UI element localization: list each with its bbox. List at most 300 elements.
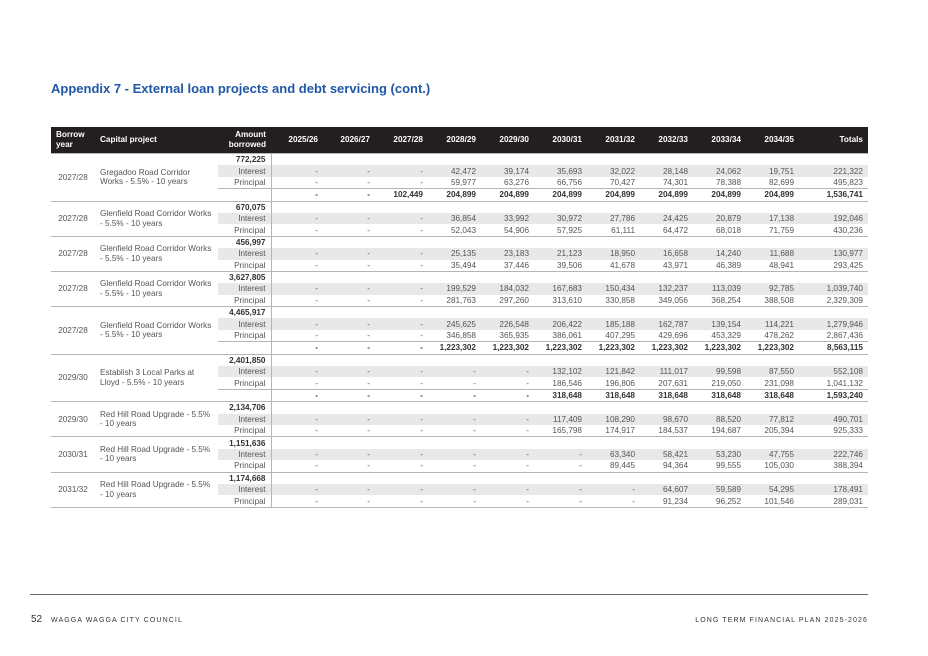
table-cell bbox=[587, 354, 640, 366]
row-type: Interest bbox=[218, 318, 271, 329]
amount-borrowed: 456,997 bbox=[218, 236, 271, 248]
table-cell bbox=[640, 402, 693, 414]
table-cell: 64,472 bbox=[640, 224, 693, 236]
table-cell bbox=[799, 271, 868, 283]
table-body bbox=[51, 154, 868, 508]
table-cell: - bbox=[271, 449, 323, 460]
table-cell: 57,925 bbox=[534, 224, 587, 236]
borrow-year: 2027/28 bbox=[51, 307, 95, 355]
row-type: Principal bbox=[218, 377, 271, 389]
table-cell: - bbox=[323, 460, 375, 472]
column-header: 2027/28 bbox=[375, 127, 428, 154]
table-cell: 368,254 bbox=[693, 295, 746, 307]
table-cell: 1,536,741 bbox=[799, 189, 868, 201]
amount-borrowed: 2,134,706 bbox=[218, 402, 271, 414]
table-cell: - bbox=[428, 425, 481, 437]
table-cell: - bbox=[420, 331, 423, 341]
table-cell bbox=[640, 472, 693, 484]
amount-borrowed: 3,627,805 bbox=[218, 271, 271, 283]
table-cell bbox=[534, 201, 587, 213]
row-type: Interest bbox=[218, 283, 271, 294]
table-cell: 313,610 bbox=[534, 295, 587, 307]
page-number: 52 bbox=[31, 614, 43, 625]
borrow-year: 2027/28 bbox=[51, 154, 95, 202]
table-cell: 204,899 bbox=[587, 189, 640, 201]
table-cell: 130,977 bbox=[799, 248, 868, 259]
table-cell: - bbox=[323, 318, 375, 329]
table-cell: 96,252 bbox=[693, 495, 746, 507]
table-cell: 1,279,946 bbox=[799, 318, 868, 329]
row-type: Interest bbox=[218, 484, 271, 495]
table-cell: 297,260 bbox=[481, 295, 534, 307]
table-cell bbox=[428, 354, 481, 366]
table-cell: 204,899 bbox=[481, 189, 534, 201]
table-cell: 23,183 bbox=[481, 248, 534, 259]
table-cell: 98,670 bbox=[640, 414, 693, 425]
table-cell: 37,446 bbox=[481, 260, 534, 272]
table-row bbox=[51, 354, 868, 366]
table-cell: 388,508 bbox=[746, 295, 799, 307]
table-cell: - bbox=[323, 224, 375, 236]
table-cell bbox=[693, 236, 746, 248]
table-cell: - bbox=[323, 342, 375, 354]
row-type: Interest bbox=[218, 165, 271, 176]
column-header: 2028/29 bbox=[428, 127, 481, 154]
table-cell: 365,935 bbox=[499, 331, 529, 341]
row-type: Principal bbox=[218, 224, 271, 236]
table-cell: 61,111 bbox=[587, 224, 640, 236]
table-cell bbox=[481, 307, 534, 319]
table-cell bbox=[428, 271, 481, 283]
table-cell: 1,223,302 bbox=[640, 342, 693, 354]
table-cell: - bbox=[481, 460, 534, 472]
table-cell: 346,858 bbox=[446, 331, 476, 341]
table-cell: 407,295 bbox=[605, 331, 635, 341]
table-cell: 27,786 bbox=[587, 213, 640, 224]
table-cell: - bbox=[428, 484, 481, 495]
table-cell: - bbox=[323, 283, 375, 294]
table-cell: 162,787 bbox=[640, 318, 693, 329]
table-cell bbox=[640, 437, 693, 449]
table-cell bbox=[481, 154, 534, 166]
table-cell: - bbox=[271, 283, 323, 294]
table-cell: - bbox=[271, 414, 323, 425]
table-cell: 74,301 bbox=[662, 177, 688, 187]
table-cell: - bbox=[323, 484, 375, 495]
table-cell bbox=[746, 271, 799, 283]
table-cell bbox=[693, 201, 746, 213]
table-cell: 139,154 bbox=[693, 318, 746, 329]
row-type: Principal bbox=[218, 330, 271, 342]
table-cell bbox=[271, 307, 323, 319]
table-cell: - bbox=[323, 213, 375, 224]
table-cell: 206,422 bbox=[534, 318, 587, 329]
table-cell: 478,262 bbox=[764, 331, 794, 341]
table-cell: 1,223,302 bbox=[587, 342, 640, 354]
borrow-year: 2027/28 bbox=[51, 201, 95, 236]
table-cell bbox=[375, 472, 428, 484]
row-type: Principal bbox=[218, 460, 271, 472]
table-cell: - bbox=[534, 484, 587, 495]
table-cell: 178,491 bbox=[799, 484, 868, 495]
amount-borrowed: 2,401,850 bbox=[218, 354, 271, 366]
row-type: Interest bbox=[218, 414, 271, 425]
table-cell: - bbox=[323, 366, 375, 377]
amount-borrowed: 1,174,668 bbox=[218, 472, 271, 484]
table-cell: 19,751 bbox=[746, 165, 799, 176]
table-cell bbox=[799, 307, 868, 319]
loan-table-container bbox=[51, 127, 868, 508]
table-cell bbox=[587, 271, 640, 283]
table-cell bbox=[323, 472, 375, 484]
table-cell bbox=[323, 354, 375, 366]
capital-project: Establish 3 Local Parks at Lloyd - 5.5% - 10 years bbox=[95, 354, 218, 402]
table-cell: 11,688 bbox=[746, 248, 799, 259]
capital-project: Glenfield Road Corridor Works - 5.5% - 10 years bbox=[95, 201, 218, 236]
table-cell: - bbox=[271, 425, 323, 437]
table-cell bbox=[799, 236, 868, 248]
table-cell: 293,425 bbox=[799, 260, 868, 272]
table-cell: 35,494 bbox=[428, 260, 481, 272]
table-cell: 245,625 bbox=[428, 318, 481, 329]
row-type: Principal bbox=[218, 495, 271, 507]
capital-project: Red Hill Road Upgrade - 5.5% - 10 years bbox=[95, 472, 218, 507]
row-type bbox=[218, 189, 271, 201]
table-cell: - bbox=[323, 389, 375, 401]
table-row bbox=[51, 402, 868, 414]
table-cell bbox=[323, 437, 375, 449]
table-cell: 8,563,115 bbox=[799, 342, 868, 354]
table-cell: 18,950 bbox=[587, 248, 640, 259]
table-cell: 54,295 bbox=[746, 484, 799, 495]
page-title: Appendix 7 - External loan projects and debt servicing (cont.) bbox=[51, 81, 431, 96]
table-cell bbox=[640, 271, 693, 283]
row-type: Principal bbox=[218, 260, 271, 272]
borrow-year: 2029/30 bbox=[51, 354, 95, 402]
table-cell: 185,188 bbox=[587, 318, 640, 329]
table-cell bbox=[428, 154, 481, 166]
table-cell: - bbox=[526, 378, 529, 388]
table-cell bbox=[375, 307, 428, 319]
table-cell: 87,550 bbox=[746, 366, 799, 377]
table-cell: - bbox=[428, 495, 481, 507]
table-cell: 82,699 bbox=[768, 177, 794, 187]
loan-table bbox=[51, 127, 868, 508]
table-cell: 318,648 bbox=[640, 389, 693, 401]
table-cell bbox=[746, 402, 799, 414]
table-cell bbox=[693, 437, 746, 449]
column-header: Amount borrowed bbox=[218, 127, 271, 154]
table-cell: 113,039 bbox=[693, 283, 746, 294]
table-cell: 2,329,309 bbox=[799, 295, 868, 307]
table-cell: 111,017 bbox=[640, 366, 693, 377]
table-cell: 219,050 bbox=[711, 378, 741, 388]
table-cell: 99,598 bbox=[693, 366, 746, 377]
table-cell: 46,389 bbox=[693, 260, 746, 272]
table-cell: 39,506 bbox=[534, 260, 587, 272]
table-cell bbox=[640, 354, 693, 366]
table-cell: 108,290 bbox=[587, 414, 640, 425]
table-cell bbox=[746, 472, 799, 484]
table-cell bbox=[640, 154, 693, 166]
table-cell: 54,906 bbox=[481, 224, 534, 236]
table-cell bbox=[428, 402, 481, 414]
table-row bbox=[51, 201, 868, 213]
row-type bbox=[218, 342, 271, 354]
table-cell: - bbox=[271, 342, 323, 354]
table-cell: 453,329 bbox=[711, 331, 741, 341]
table-cell bbox=[799, 402, 868, 414]
table-row bbox=[51, 472, 868, 484]
capital-project: Glenfield Road Corridor Works - 5.5% - 10 years bbox=[95, 236, 218, 271]
table-cell: 552,108 bbox=[799, 366, 868, 377]
table-cell: - bbox=[375, 425, 428, 437]
table-cell bbox=[271, 236, 323, 248]
table-cell: 495,823 bbox=[833, 177, 863, 187]
table-cell: 490,701 bbox=[799, 414, 868, 425]
table-cell: 36,854 bbox=[428, 213, 481, 224]
row-type: Principal bbox=[218, 295, 271, 307]
table-cell bbox=[481, 236, 534, 248]
table-cell: - bbox=[534, 495, 587, 507]
table-cell: - bbox=[473, 378, 476, 388]
table-cell: - bbox=[315, 378, 318, 388]
table-cell bbox=[481, 271, 534, 283]
table-cell bbox=[271, 154, 323, 166]
table-cell: 91,234 bbox=[640, 495, 693, 507]
table-cell: 66,756 bbox=[556, 177, 582, 187]
table-cell: - bbox=[375, 414, 428, 425]
table-cell bbox=[271, 201, 323, 213]
table-cell: - bbox=[323, 165, 375, 176]
amount-borrowed: 772,225 bbox=[218, 154, 271, 166]
table-cell: - bbox=[481, 484, 534, 495]
table-cell: 70,427 bbox=[609, 177, 635, 187]
table-cell: 39,174 bbox=[481, 165, 534, 176]
table-cell: 205,394 bbox=[746, 425, 799, 437]
table-cell bbox=[640, 236, 693, 248]
table-cell bbox=[640, 307, 693, 319]
table-cell: - bbox=[481, 495, 534, 507]
table-cell: 114,221 bbox=[746, 318, 799, 329]
table-cell: 63,340 bbox=[587, 449, 640, 460]
table-cell: 204,899 bbox=[693, 189, 746, 201]
table-cell: 30,972 bbox=[534, 213, 587, 224]
table-cell: 1,223,302 bbox=[428, 342, 481, 354]
table-cell: - bbox=[375, 295, 428, 307]
table-cell: - bbox=[315, 177, 318, 187]
borrow-year: 2027/28 bbox=[51, 271, 95, 306]
column-header: 2033/34 bbox=[693, 127, 746, 154]
table-cell: - bbox=[271, 260, 323, 272]
table-cell: - bbox=[375, 260, 428, 272]
table-cell: - bbox=[428, 449, 481, 460]
table-cell: - bbox=[375, 283, 428, 294]
table-cell: 33,992 bbox=[481, 213, 534, 224]
table-cell: 21,123 bbox=[534, 248, 587, 259]
table-cell bbox=[428, 201, 481, 213]
table-cell: - bbox=[587, 484, 640, 495]
column-header: 2030/31 bbox=[534, 127, 587, 154]
table-cell: 52,043 bbox=[428, 224, 481, 236]
amount-borrowed: 4,465,917 bbox=[218, 307, 271, 319]
table-cell: 117,409 bbox=[534, 414, 587, 425]
table-cell: - bbox=[375, 318, 428, 329]
table-cell: 71,759 bbox=[746, 224, 799, 236]
column-header: 2026/27 bbox=[323, 127, 375, 154]
table-cell: - bbox=[315, 331, 318, 341]
table-cell bbox=[481, 354, 534, 366]
table-cell bbox=[799, 154, 868, 166]
table-cell bbox=[323, 236, 375, 248]
table-cell: - bbox=[323, 189, 375, 201]
table-cell bbox=[587, 472, 640, 484]
table-cell bbox=[323, 402, 375, 414]
table-cell: 94,364 bbox=[640, 460, 693, 472]
table-row bbox=[51, 154, 868, 166]
table-cell: - bbox=[323, 248, 375, 259]
amount-borrowed: 670,075 bbox=[218, 201, 271, 213]
table-cell bbox=[534, 354, 587, 366]
table-cell bbox=[799, 201, 868, 213]
table-cell: 121,842 bbox=[587, 366, 640, 377]
table-cell bbox=[534, 154, 587, 166]
table-cell: - bbox=[375, 449, 428, 460]
table-cell: 43,971 bbox=[640, 260, 693, 272]
table-cell: 289,031 bbox=[799, 495, 868, 507]
table-cell bbox=[587, 201, 640, 213]
table-cell: - bbox=[375, 224, 428, 236]
plan-name: LONG TERM FINANCIAL PLAN 2025-2026 bbox=[695, 617, 868, 624]
table-cell: 1,039,740 bbox=[799, 283, 868, 294]
row-type: Principal bbox=[218, 425, 271, 437]
table-cell bbox=[534, 271, 587, 283]
table-cell bbox=[746, 437, 799, 449]
table-cell: - bbox=[587, 495, 640, 507]
table-cell: - bbox=[375, 165, 428, 176]
table-cell: 14,240 bbox=[693, 248, 746, 259]
table-cell bbox=[799, 437, 868, 449]
table-cell: 20,879 bbox=[693, 213, 746, 224]
table-cell: - bbox=[420, 378, 423, 388]
table-cell bbox=[271, 354, 323, 366]
table-cell: 1,223,302 bbox=[693, 342, 746, 354]
table-cell: 17,138 bbox=[746, 213, 799, 224]
table-cell: 194,687 bbox=[693, 425, 746, 437]
table-cell: - bbox=[323, 414, 375, 425]
table-cell bbox=[271, 402, 323, 414]
table-cell: 58,421 bbox=[640, 449, 693, 460]
table-cell: 89,445 bbox=[587, 460, 640, 472]
table-cell: 24,425 bbox=[640, 213, 693, 224]
table-cell bbox=[746, 307, 799, 319]
table-cell: - bbox=[271, 484, 323, 495]
table-cell: 32,022 bbox=[587, 165, 640, 176]
table-cell: 222,746 bbox=[799, 449, 868, 460]
table-cell: - bbox=[271, 318, 323, 329]
column-header: 2032/33 bbox=[640, 127, 693, 154]
row-type bbox=[218, 389, 271, 401]
table-cell bbox=[271, 437, 323, 449]
column-header: Borrow year bbox=[51, 127, 95, 154]
table-cell: - bbox=[428, 366, 481, 377]
table-cell: 204,899 bbox=[534, 189, 587, 201]
table-cell bbox=[271, 271, 323, 283]
table-cell: - bbox=[271, 213, 323, 224]
table-cell: 47,755 bbox=[746, 449, 799, 460]
table-cell: 1,223,302 bbox=[481, 342, 534, 354]
table-cell: 196,806 bbox=[605, 378, 635, 388]
table-row bbox=[51, 271, 868, 283]
table-cell: 167,683 bbox=[534, 283, 587, 294]
table-cell: - bbox=[428, 414, 481, 425]
table-cell: - bbox=[375, 248, 428, 259]
table-cell: - bbox=[367, 378, 370, 388]
table-cell: 2,867,436 bbox=[826, 331, 863, 341]
capital-project: Glenfield Road Corridor Works - 5.5% - 10 years bbox=[95, 307, 218, 355]
table-row bbox=[51, 307, 868, 319]
table-cell bbox=[534, 236, 587, 248]
column-header: 2029/30 bbox=[481, 127, 534, 154]
table-cell bbox=[587, 437, 640, 449]
table-cell bbox=[481, 402, 534, 414]
row-type: Interest bbox=[218, 366, 271, 377]
table-cell: 105,030 bbox=[746, 460, 799, 472]
table-cell: - bbox=[323, 449, 375, 460]
table-row bbox=[51, 437, 868, 449]
table-cell: 318,648 bbox=[693, 389, 746, 401]
table-cell bbox=[534, 437, 587, 449]
table-cell: 1,223,302 bbox=[746, 342, 799, 354]
table-cell: 925,333 bbox=[799, 425, 868, 437]
table-cell: 102,449 bbox=[375, 189, 428, 201]
table-cell: - bbox=[375, 389, 428, 401]
table-cell: 174,917 bbox=[587, 425, 640, 437]
table-cell bbox=[640, 201, 693, 213]
table-cell: - bbox=[271, 248, 323, 259]
table-cell bbox=[693, 402, 746, 414]
borrow-year: 2027/28 bbox=[51, 236, 95, 271]
table-cell: - bbox=[420, 177, 423, 187]
table-cell: 231,098 bbox=[764, 378, 794, 388]
table-cell: 41,678 bbox=[587, 260, 640, 272]
borrow-year: 2029/30 bbox=[51, 402, 95, 437]
table-cell: 184,032 bbox=[481, 283, 534, 294]
table-cell bbox=[375, 236, 428, 248]
table-cell bbox=[375, 201, 428, 213]
table-cell bbox=[375, 437, 428, 449]
column-header: 2031/32 bbox=[587, 127, 640, 154]
table-cell bbox=[375, 402, 428, 414]
table-cell: - bbox=[375, 366, 428, 377]
table-cell: 1,223,302 bbox=[534, 342, 587, 354]
table-cell: 430,236 bbox=[799, 224, 868, 236]
table-cell: - bbox=[481, 449, 534, 460]
table-cell bbox=[323, 154, 375, 166]
table-cell: 132,237 bbox=[640, 283, 693, 294]
table-cell: 150,434 bbox=[587, 283, 640, 294]
table-cell: 1,593,240 bbox=[799, 389, 868, 401]
table-cell: 1,041,132 bbox=[826, 378, 863, 388]
table-cell: - bbox=[271, 460, 323, 472]
amount-borrowed: 1,151,636 bbox=[218, 437, 271, 449]
table-cell bbox=[587, 402, 640, 414]
table-cell: 132,102 bbox=[534, 366, 587, 377]
table-cell: 318,648 bbox=[534, 389, 587, 401]
table-cell: 78,388 bbox=[715, 177, 741, 187]
table-cell: 59,977 bbox=[450, 177, 476, 187]
table-cell bbox=[375, 271, 428, 283]
